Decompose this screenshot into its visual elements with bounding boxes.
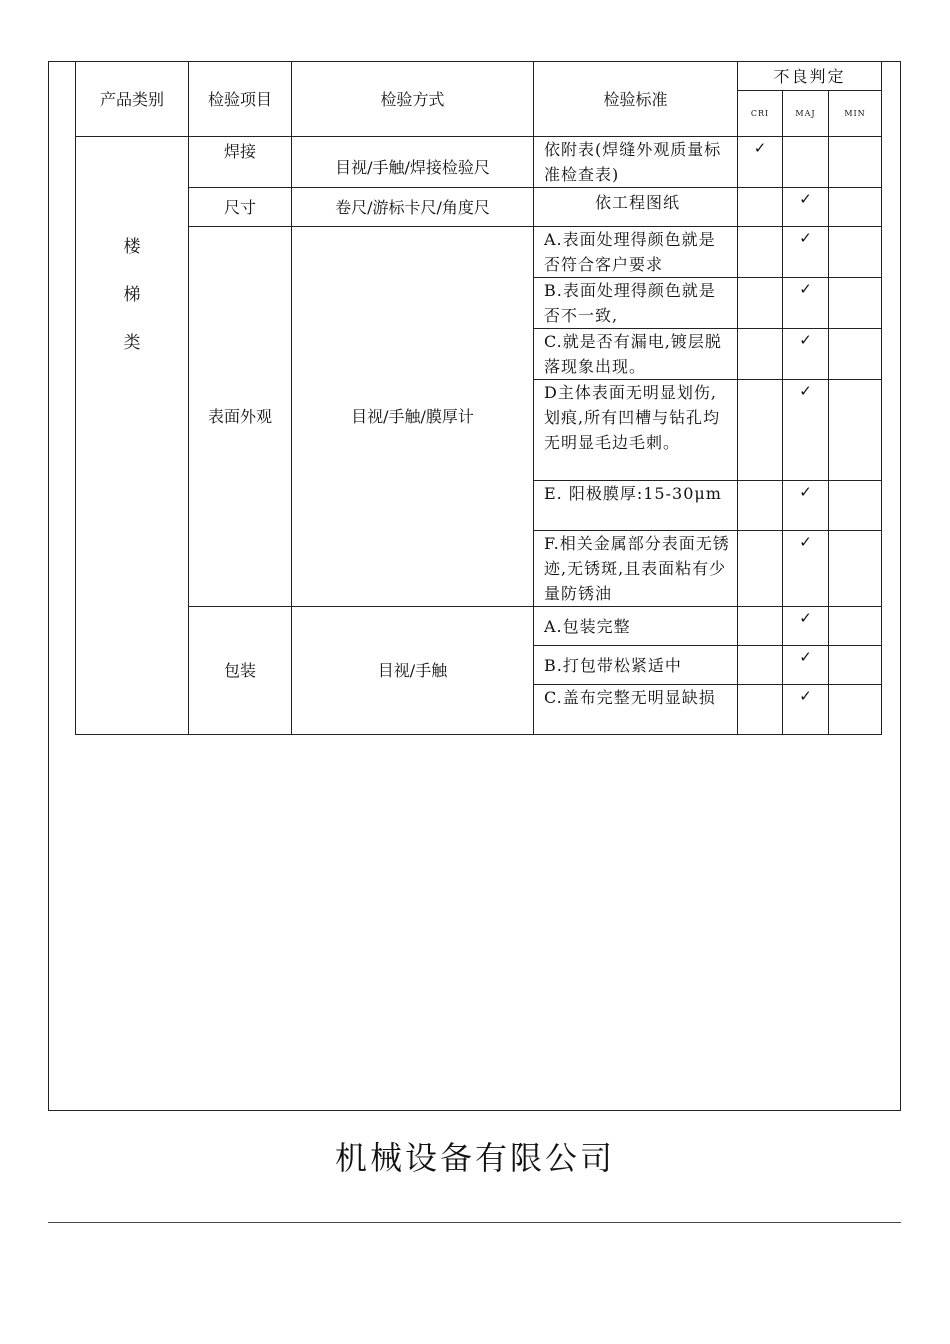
- standard-row-4: C.就是否有漏电,镀层脱落现象出现。: [534, 329, 738, 380]
- category-label: 楼 梯 类: [123, 237, 141, 353]
- check-row-2-min: [829, 227, 882, 278]
- check-row-7-maj: ✓: [783, 531, 829, 607]
- check-row-1-maj: ✓: [783, 188, 829, 227]
- check-row-3-min: [829, 278, 882, 329]
- check-row-10-min: [829, 685, 882, 735]
- header-standard: 检验标准: [534, 62, 738, 137]
- header-defect-judgement: 不良判定: [738, 62, 882, 91]
- check-row-0-min: [829, 137, 882, 188]
- check-row-1-cri: [738, 188, 783, 227]
- check-row-0-cri: ✓: [738, 137, 783, 188]
- header-cri: CRI: [738, 91, 783, 137]
- check-row-2-maj: ✓: [783, 227, 829, 278]
- item-surface: 表面外观: [189, 227, 292, 607]
- item-weld: 焊接: [189, 137, 292, 188]
- header-min: MIN: [829, 91, 882, 137]
- check-row-8-cri: [738, 607, 783, 646]
- check-row-5-cri: [738, 380, 783, 481]
- check-row-10-maj: ✓: [783, 685, 829, 735]
- standard-row-1: 依工程图纸: [534, 188, 738, 227]
- header-item: 检验项目: [189, 62, 292, 137]
- check-row-1-min: [829, 188, 882, 227]
- item-size: 尺寸: [189, 188, 292, 227]
- standard-row-10: C.盖布完整无明显缺损: [534, 685, 738, 735]
- footer-divider: [48, 1222, 901, 1223]
- method-surface: 目视/手触/膜厚计: [292, 227, 534, 607]
- check-row-6-cri: [738, 481, 783, 531]
- check-row-7-cri: [738, 531, 783, 607]
- check-row-8-maj: ✓: [783, 607, 829, 646]
- method-weld: 目视/手触/焊接检验尺: [292, 137, 534, 188]
- standard-row-0: 依附表(焊缝外观质量标准检查表): [534, 137, 738, 188]
- method-pack: 目视/手触: [292, 607, 534, 735]
- check-row-4-cri: [738, 329, 783, 380]
- check-row-3-cri: [738, 278, 783, 329]
- inspection-table: [75, 61, 882, 735]
- category-cell: [76, 137, 189, 735]
- check-row-6-min: [829, 481, 882, 531]
- check-row-9-min: [829, 646, 882, 685]
- standard-row-7: F.相关金属部分表面无锈迹,无锈斑,且表面粘有少量防锈油: [534, 531, 738, 607]
- check-row-0-maj: [783, 137, 829, 188]
- check-row-7-min: [829, 531, 882, 607]
- method-size: 卷尺/游标卡尺/角度尺: [292, 188, 534, 227]
- header-maj: MAJ: [783, 91, 829, 137]
- check-row-10-cri: [738, 685, 783, 735]
- standard-row-2: A.表面处理得颜色就是否符合客户要求: [534, 227, 738, 278]
- standard-row-5: D主体表面无明显划伤,划痕,所有凹槽与钻孔均无明显毛边毛刺。: [534, 380, 738, 481]
- header-method: 检验方式: [292, 62, 534, 137]
- check-row-6-maj: ✓: [783, 481, 829, 531]
- check-row-5-maj: ✓: [783, 380, 829, 481]
- check-row-4-maj: ✓: [783, 329, 829, 380]
- item-pack: 包装: [189, 607, 292, 735]
- company-name: 机械设备有限公司: [334, 1139, 615, 1177]
- check-row-9-cri: [738, 646, 783, 685]
- check-row-3-maj: ✓: [783, 278, 829, 329]
- check-row-9-maj: ✓: [783, 646, 829, 685]
- check-row-4-min: [829, 329, 882, 380]
- header-category: 产品类别: [76, 62, 189, 137]
- check-row-2-cri: [738, 227, 783, 278]
- standard-row-6: E. 阳极膜厚:15-30μm: [534, 481, 738, 531]
- check-row-5-min: [829, 380, 882, 481]
- standard-row-8: A.包装完整: [534, 607, 738, 646]
- standard-row-3: B.表面处理得颜色就是否不一致,: [534, 278, 738, 329]
- standard-row-9: B.打包带松紧适中: [534, 646, 738, 685]
- check-row-8-min: [829, 607, 882, 646]
